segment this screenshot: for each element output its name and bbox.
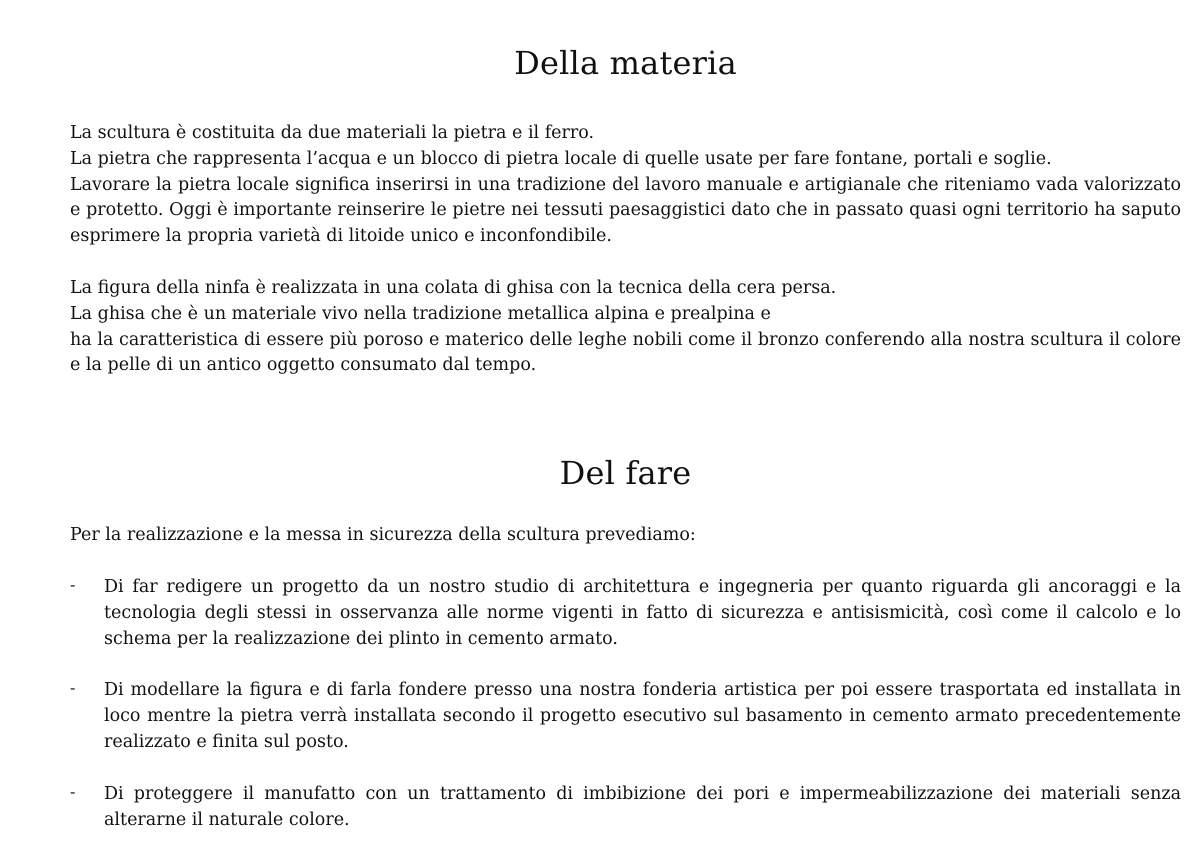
paragraph-intro-realizzazione: Per la realizzazione e la messa in sicurezza della scultura prevediamo: [70, 525, 696, 545]
bullet-list [70, 575, 1181, 859]
paragraph-scultura-materiali: La scultura è costituita da due materiali la pietra e il ferro. [70, 123, 595, 143]
bullet-text-modellare: Di modellare la figura e di farla fondere presso una nostra fonderia artistica per poi essere trasportata ed installata in loco mentre la pietra verrà installata secondo il progetto esecutivo sul basamento in cemento armato precedentemente realizzato e finita sul posto. [104, 680, 1181, 752]
bullet-item-modellare [70, 678, 1181, 755]
bullet-dash: - [70, 575, 76, 594]
bullet-item-proteggere [70, 782, 1181, 834]
bullet-item-progetto [70, 575, 1181, 652]
materia-paragraph-group-1 [70, 121, 1181, 250]
bullet-text-proteggere: Di proteggere il manufatto con un trattamento di imbibizione dei pori e impermeabilizzazione dei materiali senza alterarne il naturale colore. [104, 783, 1181, 830]
section-title-del-fare: Del fare [559, 454, 692, 492]
paragraph-pietra-locale: Lavorare la pietra locale significa inserirsi in una tradizione del lavoro manuale e artigianale che riteniamo vada valorizzato e protetto. Oggi è importante reinserire le pietre nei tessuti paesaggistici dato che in passato quasi ogni territorio ha saputo esprimere la propria varietà di litoide unico e inconfondibile. [70, 174, 1181, 247]
materia-paragraph-group-2 [70, 276, 1181, 379]
bullet-dash: - [70, 781, 76, 801]
bullet-text-progetto: Di far redigere un progetto da un nostro studio di architettura e ingegneria per quanto riguarda gli ancoraggi e la tecnologia degli stessi in osservanza alle norme vigenti in fatto di sicurezza e antisismicità, così come il calcolo e lo schema per la realizzazione dei plinto in cemento armato. [104, 577, 1181, 649]
paragraph-figura-ninfa: La figura della ninfa è realizzata in una colata di ghisa con la tecnica della cera persa. [70, 278, 837, 298]
bullet-dash: - [70, 678, 76, 698]
section-title-della-materia: Della materia [514, 44, 737, 82]
paragraph-pietra-acqua: La pietra che rappresenta l’acqua e un blocco di pietra locale di quelle usate per fare fontane, portali e soglie. [70, 148, 1052, 169]
paragraph-ghisa-materiale: La ghisa che è un materiale vivo nella tradizione metallica alpina e prealpina e [70, 303, 771, 324]
paragraph-ghisa-caratteristica: ha la caratteristica di essere più poroso e materico delle leghe nobili come il bronzo conferendo alla nostra scultura il colore e la pelle di un antico oggetto consumato dal tempo. [70, 329, 1181, 376]
